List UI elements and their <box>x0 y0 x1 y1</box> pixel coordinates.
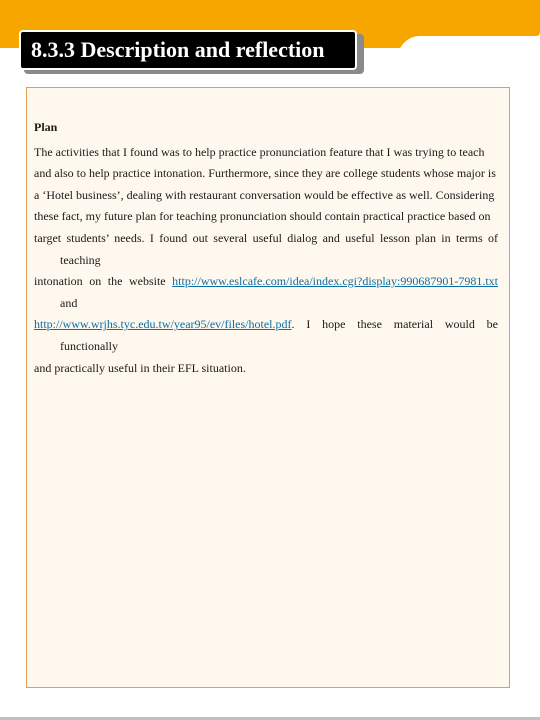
body-line-7-text: intonation on the website <box>34 274 166 289</box>
body-line-9 <box>34 314 498 336</box>
body-line-9-text: . I hope these material would be <box>291 317 498 332</box>
body-line-11: and practically useful in their EFL situation. <box>34 360 246 375</box>
body-line-2: and also to help practice intonation. Furthermore, since they are college students whose major is <box>34 166 496 181</box>
body-line-3: a ‘Hotel business’, dealing with restaurant conversation would be effective as well. Considering <box>34 187 495 202</box>
body-line-6: teaching <box>60 252 101 267</box>
body-line-8: and <box>60 295 78 310</box>
body-line-7 <box>34 271 498 293</box>
body-line-5: target students’ needs. I found out several useful dialog and useful lesson plan in terms of <box>34 230 498 245</box>
content-panel <box>26 87 510 688</box>
plan-heading: Plan <box>34 120 58 134</box>
body-line-10: functionally <box>60 338 118 353</box>
body-line-4: these fact, my future plan for teaching pronunciation should contain practical practice based on <box>34 209 491 224</box>
hotel-pdf-link[interactable]: http://www.wrjhs.tyc.edu.tw/year95/ev/files/hotel.pdf <box>34 317 292 332</box>
eslcafe-link[interactable]: http://www.eslcafe.com/idea/index.cgi?display:990687901-7981.txt <box>172 274 498 289</box>
slide-title: 8.3.3 Description and reflection <box>19 30 357 70</box>
body-line-1: The activities that I found was to help practice pronunciation feature that I was trying to teach <box>34 144 485 159</box>
